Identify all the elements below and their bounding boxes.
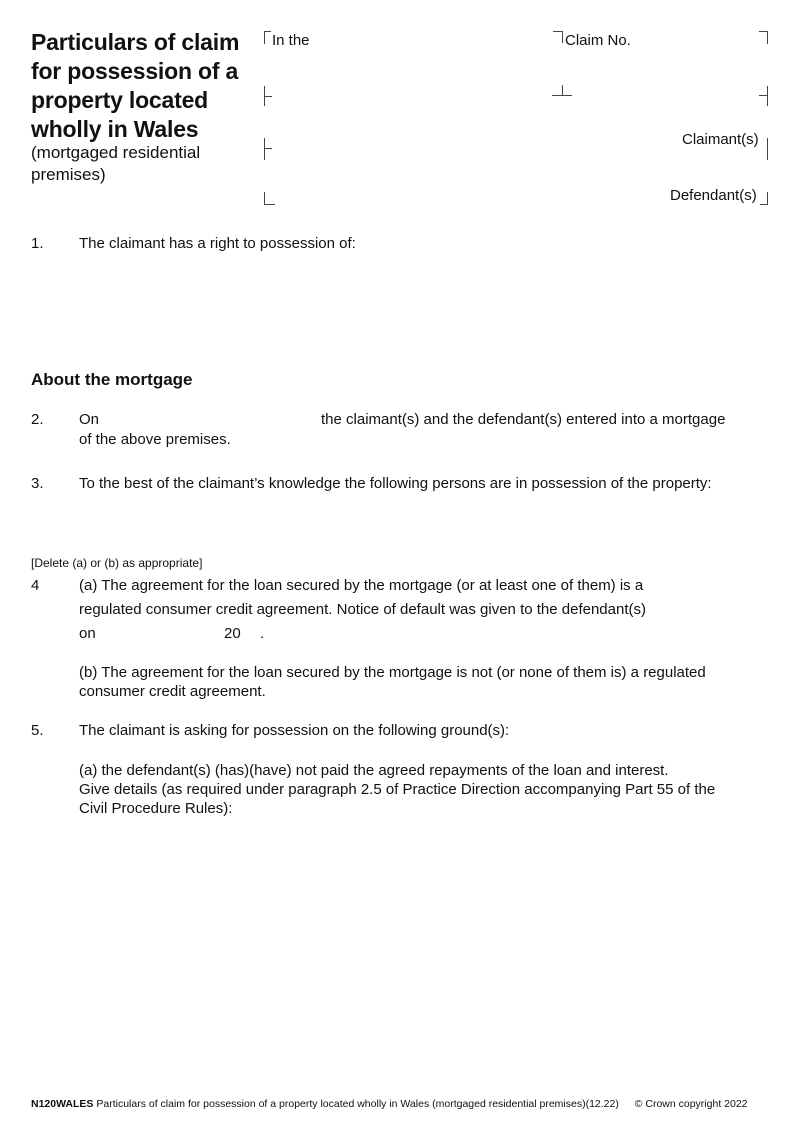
arrears-details-field[interactable]	[79, 825, 773, 1079]
claim-no-field[interactable]	[565, 55, 764, 83]
claim-no-box-left-tick	[562, 31, 564, 43]
section-5a-line-1: (a) the defendant(s) (has)(have) not paid the agreed repayments of the loan and interest.	[79, 762, 669, 779]
section-2-on: On	[79, 411, 100, 428]
section-4b-line-2: consumer credit agreement.	[79, 683, 266, 700]
form-subtitle: (mortgaged residential premises)	[31, 143, 201, 184]
footer-copyright: © Crown copyright 2022	[634, 1098, 748, 1110]
claim-no-box-bottom-right-tick	[767, 86, 769, 106]
section-1-text: The claimant has a right to possession of:	[79, 235, 356, 252]
about-mortgage-heading: About the mortgage	[31, 370, 193, 389]
court-box-top-left-mark	[264, 31, 271, 44]
footer	[31, 1098, 771, 1110]
section-2-text-a: the claimant(s) and the defendant(s) entered into a mortgage	[321, 411, 726, 428]
section-2-number: 2.	[31, 411, 44, 428]
section-4a-period: .	[260, 625, 265, 642]
section-1-number: 1.	[31, 235, 44, 252]
section-4-number: 4	[31, 577, 40, 594]
section-5a-line-2: Give details (as required under paragraph 2.5 of Practice Direction accompanying Part 55 of the	[79, 781, 716, 798]
section-4a-line-2: regulated consumer credit agreement. Notice of default was given to the defendant(s)	[79, 601, 646, 618]
claimant-label: Claimant(s)	[682, 131, 759, 148]
section-4a-line-1: (a) The agreement for the loan secured by the mortgage (or at least one of them) is a	[79, 577, 644, 594]
section-3-text: To the best of the claimant’s knowledge the following persons are in possession of the property:	[79, 475, 712, 492]
section-5-text: The claimant is asking for possession on the following ground(s):	[79, 722, 510, 739]
claimant-box-right-mark	[767, 138, 769, 160]
section-4a-year-prefix: 20	[224, 625, 241, 642]
claimant-box-left-tick	[264, 96, 272, 98]
defendant-box-bottom-left-mark	[264, 192, 275, 205]
footer-form-code: N120WALES	[31, 1098, 94, 1110]
claimant-name-field[interactable]	[280, 128, 674, 152]
claim-no-label: Claim No.	[565, 32, 631, 49]
section-4a-on: on	[79, 625, 96, 642]
section-5a-line-3: Civil Procedure Rules):	[79, 800, 233, 817]
claim-no-box-bottom-left-tick	[562, 85, 564, 95]
claim-no-box-top-right-mark	[759, 31, 768, 44]
defendant-label: Defendant(s)	[670, 187, 757, 204]
delete-note: [Delete (a) or (b) as appropriate]	[31, 556, 203, 570]
section-2-text-b: of the above premises.	[79, 431, 231, 448]
court-name-field[interactable]	[325, 30, 544, 54]
defendant-box-left-tick	[264, 148, 272, 150]
footer-description: Particulars of claim for possession of a property located wholly in Wales (mortgaged residential premises)(12.22)	[96, 1098, 619, 1110]
section-5-number: 5.	[31, 722, 44, 739]
section-4b-line-1: (b) The agreement for the loan secured by the mortgage is not (or none of them is) a regulated	[79, 664, 706, 681]
section-3-number: 3.	[31, 475, 44, 492]
defendant-box-bottom-right-mark	[760, 192, 768, 205]
claim-no-box-bottom-right-mark	[759, 95, 767, 97]
persons-in-possession-field[interactable]	[79, 498, 773, 552]
court-label: In the	[272, 32, 310, 49]
claim-no-box-bottom-left-mark	[552, 95, 572, 97]
possession-property-field[interactable]	[79, 258, 773, 352]
form-title: Particulars of claim for possession of a property located wholly in Wales	[31, 29, 240, 142]
default-notice-date-field[interactable]	[103, 623, 222, 647]
defendant-name-field[interactable]	[280, 185, 664, 209]
